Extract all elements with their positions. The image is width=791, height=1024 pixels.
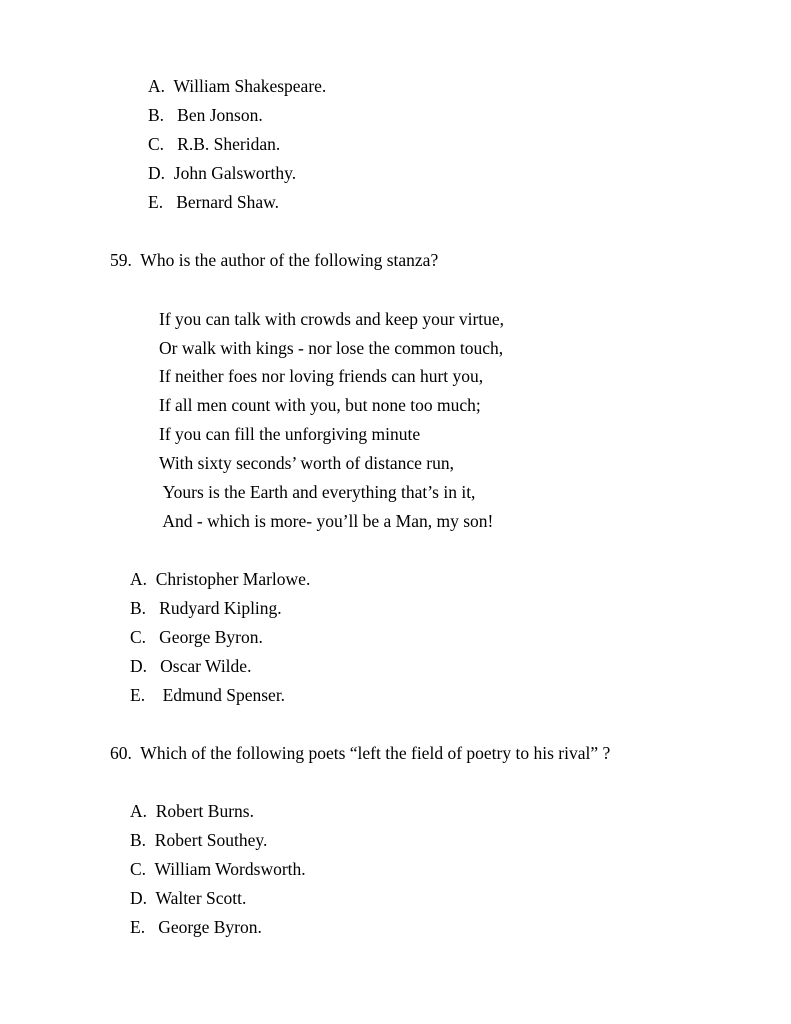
stanza-line-3: If neither foes nor loving friends can hurt you,	[159, 366, 484, 386]
q58-option-e: E. Bernard Shaw.	[148, 192, 280, 212]
stanza-line-4: If all men count with you, but none too much;	[159, 395, 481, 415]
stanza-line-7: Yours is the Earth and everything that’s in it,	[159, 482, 476, 502]
q60-option-d: D. Walter Scott.	[130, 888, 247, 908]
q60-option-b: B. Robert Southey.	[130, 830, 268, 850]
stanza-line-1: If you can talk with crowds and keep your virtue,	[159, 309, 505, 329]
stanza-line-2: Or walk with kings - nor lose the common touch,	[159, 338, 504, 358]
q59-option-c: C. George Byron.	[130, 627, 263, 647]
q59-option-d: D. Oscar Wilde.	[130, 656, 252, 676]
q60-option-c: C. William Wordsworth.	[130, 859, 306, 879]
q59-option-e: E. Edmund Spenser.	[130, 685, 286, 705]
stanza-line-5: If you can fill the unforgiving minute	[159, 424, 421, 444]
q58-option-b: B. Ben Jonson.	[148, 105, 263, 125]
q60-option-a: A. Robert Burns.	[130, 801, 254, 821]
stanza-line-6: With sixty seconds’ worth of distance run,	[159, 453, 454, 473]
q58-option-d: D. John Galsworthy.	[148, 163, 297, 183]
q60-option-e: E. George Byron.	[130, 917, 262, 937]
q59-question: 59. Who is the author of the following stanza?	[110, 250, 439, 270]
q58-option-a: A. William Shakespeare.	[148, 76, 327, 96]
q59-option-a: A. Christopher Marlowe.	[130, 569, 311, 589]
stanza-line-8: And - which is more- you’ll be a Man, my son!	[159, 511, 494, 531]
q58-option-c: C. R.B. Sheridan.	[148, 134, 281, 154]
q59-option-b: B. Rudyard Kipling.	[130, 598, 282, 618]
q60-question: 60. Which of the following poets “left the field of poetry to his rival” ?	[110, 743, 611, 763]
